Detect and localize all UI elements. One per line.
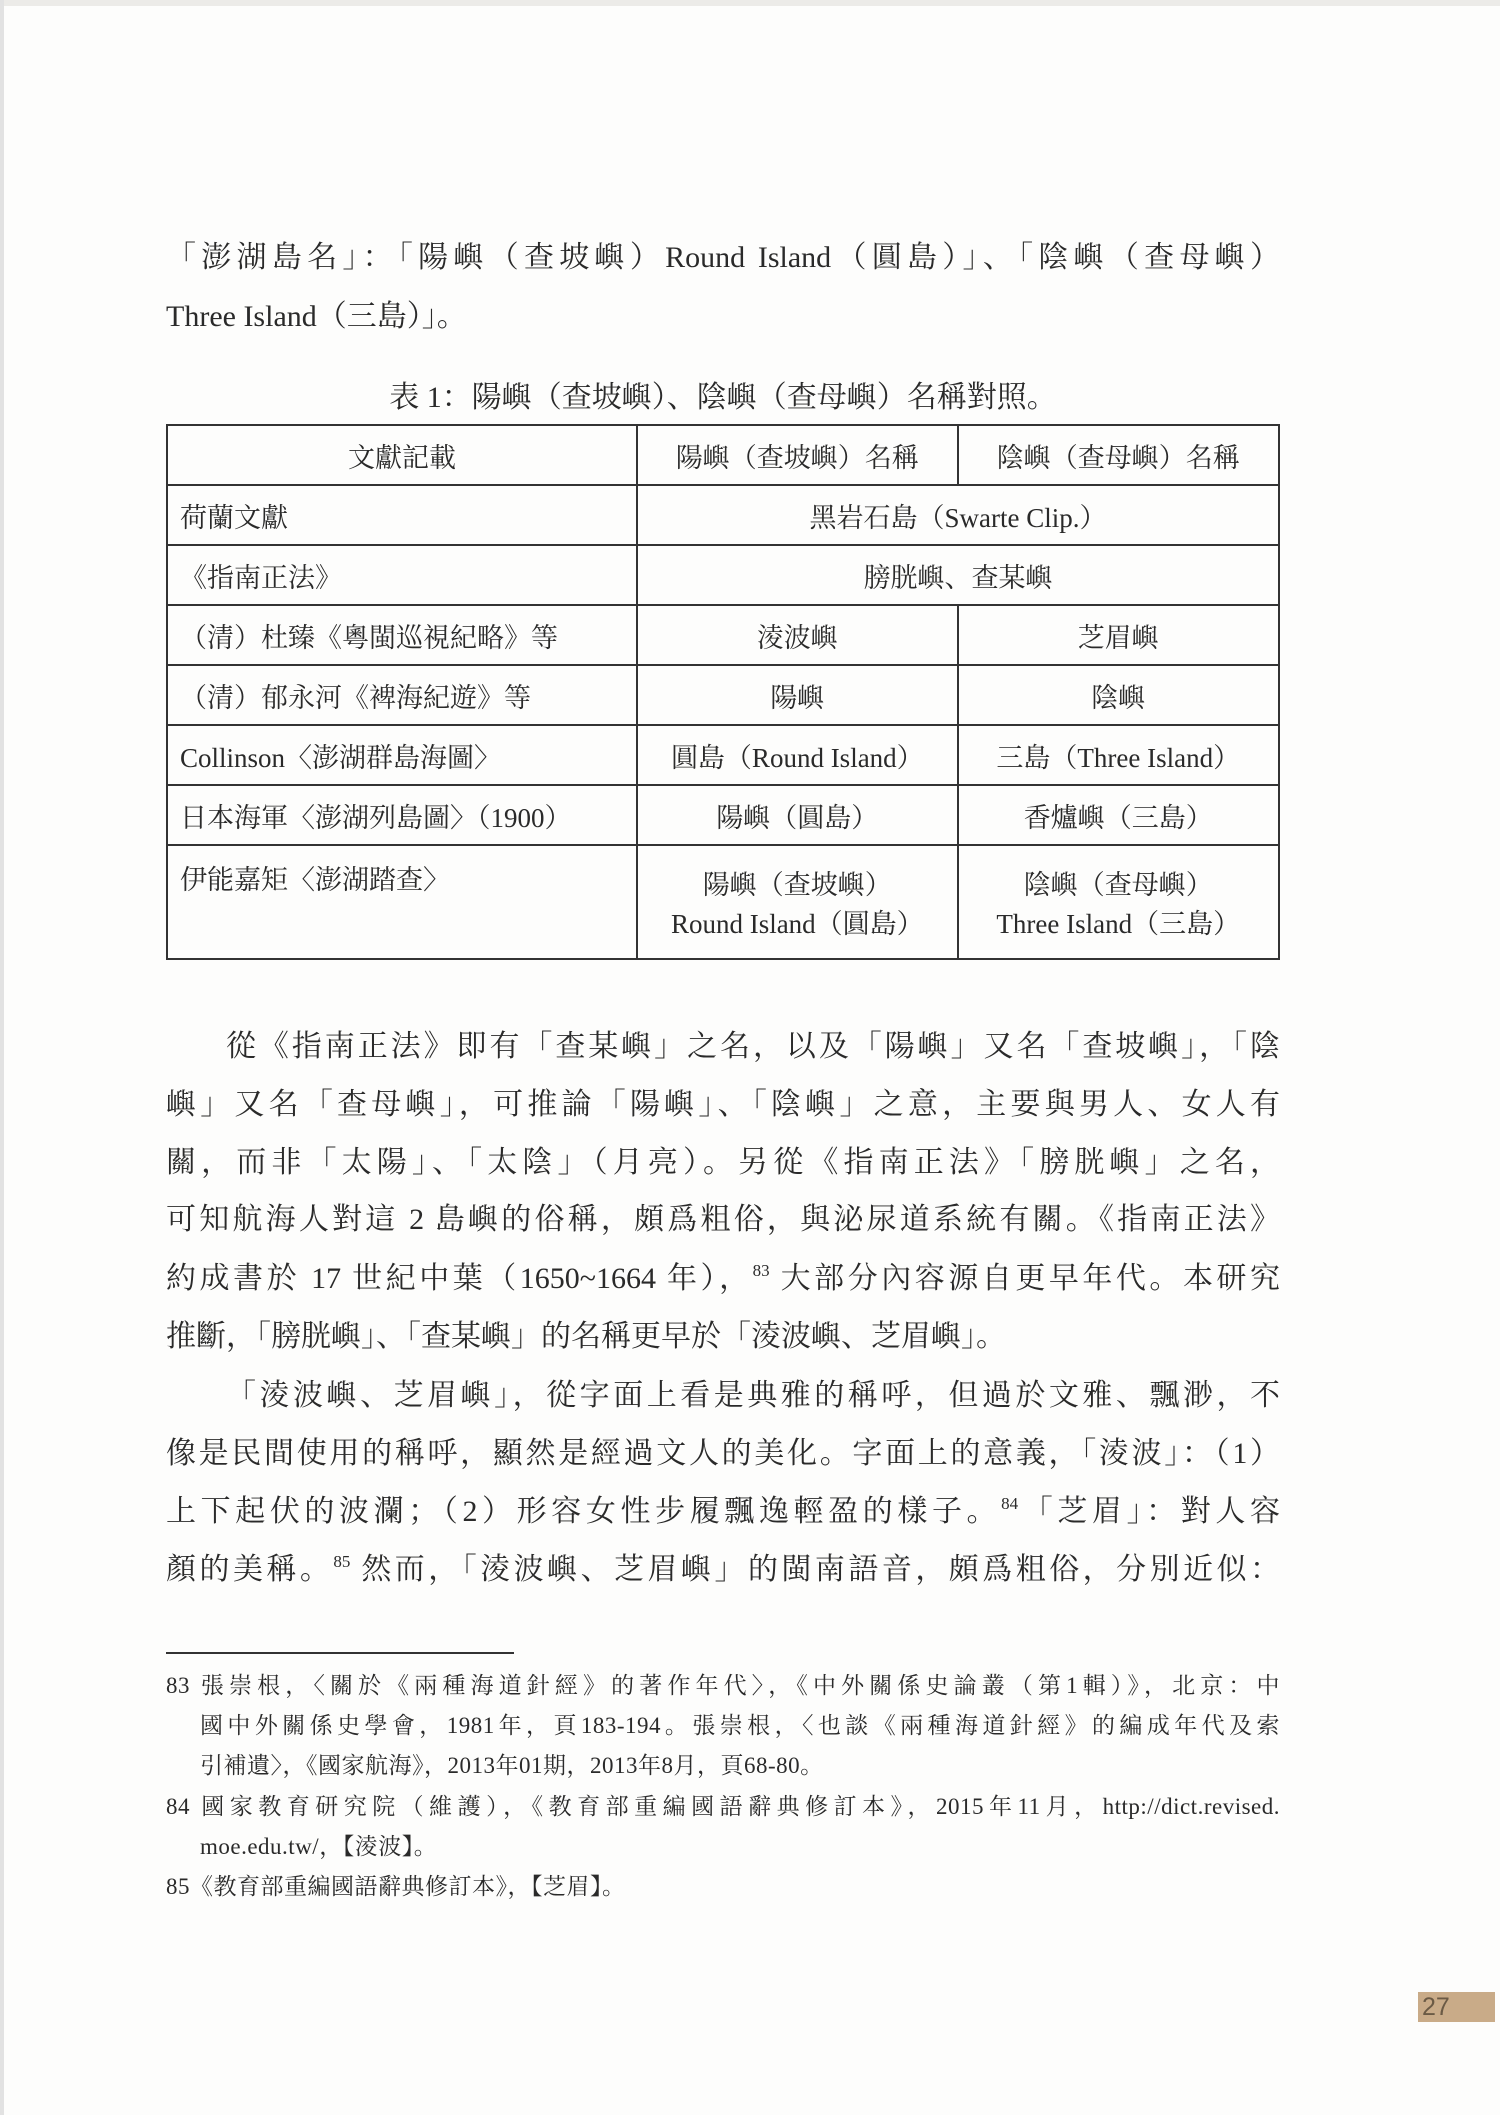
text: 然而，「淩波嶼、芝眉嶼」的閩南語音，頗爲粗俗，分別近似： xyxy=(350,1553,1281,1586)
footnote-ref-83[interactable]: 83 xyxy=(752,1261,770,1280)
source-cell: （清）郁永河《裨海紀遊》等 xyxy=(167,665,637,725)
page-top-edge xyxy=(0,0,1500,6)
yin-name-cell: 芝眉嶼 xyxy=(958,605,1279,665)
footnote-ref-85[interactable]: 85 xyxy=(333,1552,351,1571)
table-header-row xyxy=(167,425,1279,485)
source-cell: 《指南正法》 xyxy=(167,545,637,605)
yang-name-line: 陽嶼（查坡嶼） xyxy=(702,870,892,900)
footnote-separator xyxy=(166,1652,514,1654)
yang-name-line: Round Island（圓島） xyxy=(670,909,924,939)
text: 約成書於 17 世紀中葉（1650~1664 年）， xyxy=(166,1262,753,1295)
paragraph-line xyxy=(166,1550,1280,1590)
table-row xyxy=(167,725,1279,785)
source-cell: 日本海軍〈澎湖列島圖〉（1900） xyxy=(167,785,637,845)
yin-name-cell: 香爐嶼（三島） xyxy=(958,785,1279,845)
source-cell: 荷蘭文獻 xyxy=(167,485,637,545)
page-left-edge xyxy=(0,0,4,2115)
table-row xyxy=(167,845,1279,959)
yin-name-cell: 陰嶼 xyxy=(958,665,1279,725)
paragraph-line xyxy=(166,1259,1280,1299)
footnote-85: 85《教育部重編國語辭典修訂本》，【芝眉】。 xyxy=(166,1874,626,1899)
paragraph-line: 「淩波嶼、芝眉嶼」，從字面上看是典雅的稱呼，但過於文雅、飄渺，不 xyxy=(226,1379,1280,1412)
yang-name-cell: 圓島（Round Island） xyxy=(637,725,957,785)
footnote-83-cont: 引補遺〉，《國家航海》，2013年01期，2013年8月，頁68-80。 xyxy=(200,1753,824,1778)
source-cell: （清）杜臻《粵閩巡視紀略》等 xyxy=(167,605,637,665)
footnote-84: 84 國家教育研究院（維護），《教育部重編國語辭典修訂本》，2015年11月，http://dict.revised. xyxy=(166,1794,1280,1819)
yin-name-cell xyxy=(958,845,1279,959)
table-caption: 表 1：陽嶼（查坡嶼）、陰嶼（查母嶼）名稱對照。 xyxy=(389,381,1057,414)
yin-name-cell: 三島（Three Island） xyxy=(958,725,1279,785)
footnote-83-cont: 國中外關係史學會，1981年，頁183-194。張崇根，〈也談《兩種海道針經》的編成年代及索 xyxy=(200,1713,1280,1738)
paragraph-line xyxy=(166,1492,1280,1532)
text: 「芝眉」：對人容 xyxy=(1018,1495,1281,1528)
yang-name-cell: 淩波嶼 xyxy=(637,605,957,665)
table-row xyxy=(167,485,1279,545)
footnote-83: 83 張崇根，〈關於《兩種海道針經》的著作年代〉，《中外關係史論叢（第1輯）》，北京：中 xyxy=(166,1673,1280,1698)
paragraph-line: 關，而非「太陽」、「太陰」（月亮）。另從《指南正法》「膀胱嶼」之名， xyxy=(166,1146,1280,1179)
header-cell: 文獻記載 xyxy=(167,425,637,485)
footnote-ref-84[interactable]: 84 xyxy=(1001,1494,1019,1513)
yin-name-line: 陰嶼（查母嶼） xyxy=(1023,870,1213,900)
table-row xyxy=(167,665,1279,725)
yang-name-cell xyxy=(637,845,957,959)
table-row xyxy=(167,785,1279,845)
table-row xyxy=(167,545,1279,605)
header-cell: 陽嶼（查坡嶼）名稱 xyxy=(637,425,957,485)
header-cell: 陰嶼（查母嶼）名稱 xyxy=(958,425,1279,485)
paragraph-line: 推斷，「膀胱嶼」、「查某嶼」的名稱更早於「淩波嶼、芝眉嶼」。 xyxy=(166,1320,1006,1353)
name-comparison-table xyxy=(166,424,1280,960)
yin-name-line: Three Island（三島） xyxy=(996,909,1241,939)
paragraph-line: 從《指南正法》即有「查某嶼」之名，以及「陽嶼」又名「查坡嶼」，「陰 xyxy=(226,1030,1280,1063)
yang-name-cell: 陽嶼（圓島） xyxy=(637,785,957,845)
text: 上下起伏的波瀾；（2）形容女性步履飄逸輕盈的樣子。 xyxy=(166,1495,1002,1528)
source-cell: 伊能嘉矩〈澎湖踏查〉 xyxy=(167,845,637,959)
intro-line: Three Island（三島）」。 xyxy=(166,300,467,333)
text: 大部分內容源自更早年代。本研究 xyxy=(769,1262,1281,1295)
paragraph-line: 可知航海人對這 2 島嶼的俗稱，頗爲粗俗，與泌尿道系統有關。《指南正法》 xyxy=(166,1203,1280,1236)
paragraph-line: 嶼」又名「查母嶼」，可推論「陽嶼」、「陰嶼」之意，主要與男人、女人有 xyxy=(166,1088,1280,1121)
source-cell: Collinson〈澎湖群島海圖〉 xyxy=(167,725,637,785)
text: 顏的美稱。 xyxy=(166,1553,334,1586)
merged-name-cell: 膀胱嶼、查某嶼 xyxy=(637,545,1279,605)
paragraph-line: 像是民間使用的稱呼，顯然是經過文人的美化。字面上的意義，「淩波」：（1） xyxy=(166,1437,1280,1470)
page-number: 27 xyxy=(1418,1992,1495,2022)
footnote-84-cont: moe.edu.tw/，【淩波】。 xyxy=(200,1834,438,1859)
intro-line: 「澎湖島名」：「陽嶼（查坡嶼）Round Island（圓島）」、「陰嶼（查母嶼） xyxy=(166,241,1280,274)
merged-name-cell: 黑岩石島（Swarte Clip.） xyxy=(637,485,1279,545)
yang-name-cell: 陽嶼 xyxy=(637,665,957,725)
table-row xyxy=(167,605,1279,665)
